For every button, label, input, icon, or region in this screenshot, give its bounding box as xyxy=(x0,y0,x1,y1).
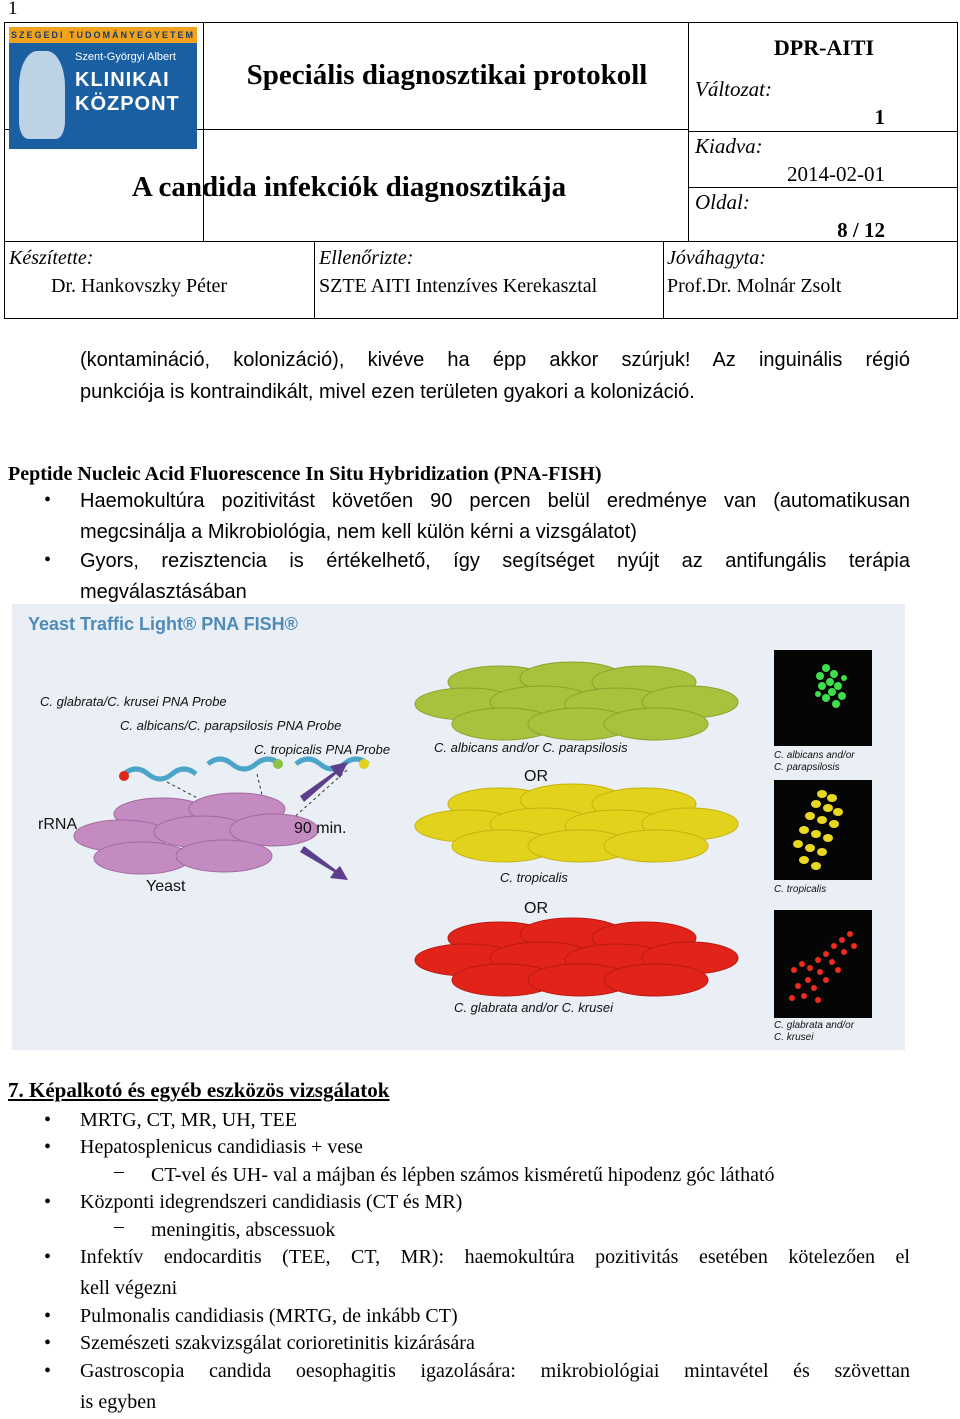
bullet-dot: • xyxy=(44,1136,52,1158)
pna-bullet1-line2: megcsinálja a Mikrobiológia, nem kell külön kérni a vizsgálatot) xyxy=(80,521,637,543)
logo-line2: KLINIKAI xyxy=(75,69,170,91)
or-label-2: OR xyxy=(524,900,548,917)
sec7-bullet-1: MRTG, CT, MR, UH, TEE xyxy=(80,1109,297,1131)
micrograph-green-label-2: C. parapsilosis xyxy=(774,762,840,773)
document-header xyxy=(4,22,958,319)
rrna-label: rRNA xyxy=(38,816,78,833)
approved-value: Prof.Dr. Molnár Zsolt xyxy=(667,275,842,297)
red-result-label: C. glabrata and/or C. krusei xyxy=(454,1000,613,1015)
yellow-cluster xyxy=(415,784,738,862)
micrograph-green-label-1: C. albicans and/or xyxy=(774,750,855,761)
pna-heading: Peptide Nucleic Acid Fluorescence In Situ Hybridization (PNA-FISH) xyxy=(8,463,602,485)
green-cluster xyxy=(415,662,738,740)
bullet-dot: • xyxy=(44,1191,52,1213)
checked-label: Ellenőrizte: xyxy=(319,247,414,269)
sec7-bullet-6: Szemészeti szakvizsgálat corioretinitis kizárására xyxy=(80,1332,475,1354)
yeast-cluster xyxy=(74,793,318,874)
micrograph-yellow xyxy=(774,780,872,880)
version-label: Változat: xyxy=(695,77,772,101)
sec7-bullet-4-line1: Infektív endocarditis (TEE, CT, MR): haemokultúra pozitivitás esetében kötelezően el xyxy=(80,1246,910,1268)
logo-line3: KÖZPONT xyxy=(75,93,180,115)
pna-bullet1-line1: Haemokultúra pozitivitást követően 90 percen belül eredménye van (automatikusan xyxy=(80,490,910,512)
protocol-subtitle: A candida infekciók diagnosztikája xyxy=(131,171,567,203)
sec7-bullet-7-line1: Gastroscopia candida oesophagitis igazolására: mikrobiológiai mintavétel és szövettan xyxy=(80,1360,910,1382)
dash-marker: – xyxy=(114,1215,124,1237)
version-value: 1 xyxy=(874,105,885,129)
page-value: 8 / 12 xyxy=(837,218,885,242)
page-label: Oldal: xyxy=(695,190,750,214)
prepared-label: Készítette: xyxy=(9,247,94,269)
intro-line-2: punkciója is kontraindikált, mivel ezen területen gyakori a kolonizáció. xyxy=(80,381,695,403)
yeast-label: Yeast xyxy=(146,878,186,895)
page-marker: 1 xyxy=(8,0,18,19)
probe3-label: C. tropicalis PNA Probe xyxy=(254,742,391,757)
prepared-value: Dr. Hankovszky Péter xyxy=(51,275,228,297)
sec7-bullet-4-line2: kell végezni xyxy=(80,1277,178,1299)
bullet-dot: • xyxy=(44,1332,52,1354)
red-cluster xyxy=(415,918,738,996)
issued-value: 2014-02-01 xyxy=(787,162,885,186)
bullet-dot: • xyxy=(44,1305,52,1327)
portrait-icon xyxy=(19,51,65,139)
or-label-1: OR xyxy=(524,768,548,785)
bullet-dot: • xyxy=(44,1360,52,1382)
doc-id: DPR-AITI xyxy=(773,35,875,60)
sec7-bullet-5: Pulmonalis candidiasis (MRTG, de inkább CT) xyxy=(80,1305,458,1327)
pna-fish-figure xyxy=(12,604,905,1050)
issued-label: Kiadva: xyxy=(695,134,763,158)
probe1-label: C. glabrata/C. krusei PNA Probe xyxy=(40,694,227,709)
logo-line1: Szent-Györgyi Albert xyxy=(75,51,176,63)
approved-label: Jóváhagyta: xyxy=(667,247,766,269)
sec7-bullet-2-sub: CT-vel és UH- val a májban és lépben számos kisméretű hipodenz góc látható xyxy=(151,1164,775,1186)
probe-strand-2 xyxy=(208,759,283,769)
logo-university-text: SZEGEDI TUDOMÁNYEGYETEM xyxy=(9,27,197,43)
bullet-dot: • xyxy=(44,1246,52,1268)
figure-title: Yeast Traffic Light® PNA FISH® xyxy=(28,614,298,634)
intro-line-1: (kontamináció, kolonizáció), kivéve ha épp akkor szúrjuk! Az inguinális régió xyxy=(80,349,910,371)
micrograph-red-label-1: C. glabrata and/or xyxy=(774,1020,855,1031)
yellow-result-label: C. tropicalis xyxy=(500,870,568,885)
section7-heading: 7. Képalkotó és egyéb eszközös vizsgálatok xyxy=(8,1078,390,1102)
sec7-bullet-3: Központi idegrendszeri candidiasis (CT és MR) xyxy=(80,1191,463,1213)
bullet-dot: • xyxy=(44,549,52,571)
micrograph-green xyxy=(774,650,872,746)
checked-value: SZTE AITI Intenzíves Kerekasztal xyxy=(319,275,598,297)
probe-strand-1 xyxy=(119,769,196,781)
micrograph-red xyxy=(774,910,872,1018)
figure-illustration xyxy=(12,604,905,1050)
probe2-label: C. albicans/C. parapsilosis PNA Probe xyxy=(120,718,342,733)
bullet-dot: • xyxy=(44,1109,52,1131)
sec7-bullet-3-sub: meningitis, abscessuok xyxy=(151,1219,336,1241)
sec7-bullet-2: Hepatosplenicus candidiasis + vese xyxy=(80,1136,363,1158)
pna-bullet2-line2: megválasztásában xyxy=(80,581,247,603)
institution-logo xyxy=(9,27,197,149)
sec7-bullet-7-line2: is egyben xyxy=(80,1391,157,1413)
micrograph-red-label-2: C. krusei xyxy=(774,1032,814,1043)
green-result-label: C. albicans and/or C. parapsilosis xyxy=(434,740,628,755)
bullet-dot: • xyxy=(44,489,52,511)
micrograph-yellow-label: C. tropicalis xyxy=(774,884,827,895)
time-label: 90 min. xyxy=(294,820,347,837)
dash-marker: – xyxy=(114,1160,124,1182)
protocol-title: Speciális diagnosztikai protokoll xyxy=(246,59,648,91)
pna-bullet2-line1: Gyors, rezisztencia is értékelhető, így segítséget nyújt az antifungális terápia xyxy=(80,550,910,572)
